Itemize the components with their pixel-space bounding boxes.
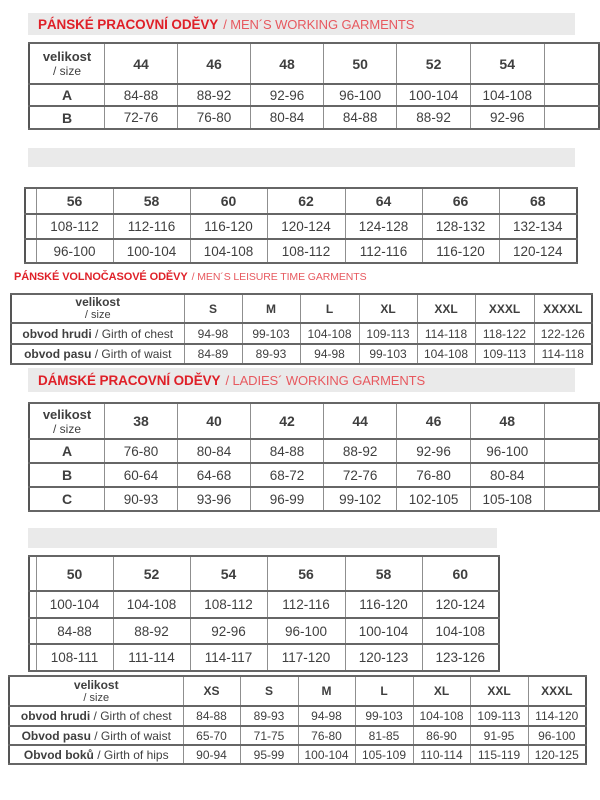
value-cell: 91-95	[470, 726, 528, 745]
size-header-cell: XXXL	[528, 676, 586, 706]
frag-cell	[29, 644, 36, 671]
value-cell: 114-120	[528, 706, 586, 726]
value-cell: 96-100	[267, 618, 345, 644]
value-cell: 124-128	[345, 214, 422, 239]
frag-cell	[29, 591, 36, 618]
value-cell: 80-84	[178, 439, 251, 463]
value-cell: 120-125	[528, 745, 586, 764]
cut-cell	[544, 84, 599, 106]
value-cell: 96-100	[324, 84, 397, 106]
size-header-cell: XXXL	[475, 294, 534, 323]
header-row	[25, 188, 577, 214]
row-label-cell-wide	[11, 344, 184, 364]
value-cell: 94-98	[298, 706, 355, 726]
table-row	[11, 323, 592, 344]
value-cell: 108-112	[36, 214, 113, 239]
row-label-cell: B	[29, 463, 105, 487]
value-cell: 112-116	[267, 591, 345, 618]
table-row	[11, 344, 592, 364]
size-header-cell: XL	[413, 676, 470, 706]
size-header-cell: M	[298, 676, 355, 706]
size-header-cell: 44	[105, 43, 178, 84]
value-cell: 71-75	[240, 726, 298, 745]
value-cell: 120-124	[499, 239, 577, 263]
size-header-cell: 42	[251, 403, 324, 439]
size-header-cell: XS	[183, 676, 240, 706]
value-cell: 110-114	[413, 745, 470, 764]
value-cell: 104-108	[300, 323, 359, 344]
value-cell: 90-93	[105, 487, 178, 511]
value-cell: 76-80	[397, 463, 471, 487]
value-cell: 104-108	[190, 239, 267, 263]
value-cell: 60-64	[105, 463, 178, 487]
rl-rest: / Girth of waist	[91, 347, 172, 361]
size-header-cell: 48	[251, 43, 324, 84]
value-cell: 120-123	[345, 644, 422, 671]
size-header-cell: 62	[267, 188, 345, 214]
size-header-cell: 66	[422, 188, 499, 214]
section-title-czech: DÁMSKÉ PRACOVNÍ ODĚVY	[38, 372, 221, 388]
value-cell: 132-134	[499, 214, 577, 239]
size-header-cell: L	[355, 676, 413, 706]
value-cell: 104-108	[422, 618, 499, 644]
header-label-cell	[29, 403, 105, 439]
value-cell: 92-96	[190, 618, 267, 644]
value-cell: 72-76	[105, 106, 178, 129]
value-cell: 96-100	[36, 239, 113, 263]
value-cell: 100-104	[345, 618, 422, 644]
value-cell: 84-88	[36, 618, 113, 644]
size-header-cell: M	[242, 294, 300, 323]
section-title-english: / LADIES´ WORKING GARMENTS	[225, 372, 426, 388]
table-row	[25, 214, 577, 239]
size-header-cell: 68	[499, 188, 577, 214]
men-leisure-sizes-table	[10, 293, 593, 365]
value-cell: 108-112	[267, 239, 345, 263]
size-header-cell: 50	[324, 43, 397, 84]
value-cell: 81-85	[355, 726, 413, 745]
size-header-cell: 48	[470, 403, 544, 439]
value-cell: 65-70	[183, 726, 240, 745]
section-title-men-working	[28, 17, 414, 32]
value-cell: 112-116	[345, 239, 422, 263]
value-cell: 84-89	[184, 344, 242, 364]
value-cell: 76-80	[178, 106, 251, 129]
size-header-cell: 56	[267, 556, 345, 591]
header-row	[9, 676, 586, 706]
value-cell: 100-104	[113, 239, 190, 263]
table-row	[29, 591, 499, 618]
row-label-cell-wide	[9, 706, 183, 726]
value-cell: 96-100	[470, 439, 544, 463]
size-header-cell: 64	[345, 188, 422, 214]
table-row	[29, 618, 499, 644]
value-cell: 108-111	[36, 644, 113, 671]
value-cell: 99-103	[242, 323, 300, 344]
value-cell: 89-93	[240, 706, 298, 726]
value-cell: 116-120	[345, 591, 422, 618]
value-cell: 104-108	[417, 344, 475, 364]
value-cell: 105-109	[355, 745, 413, 764]
value-cell: 109-113	[475, 344, 534, 364]
value-cell: 95-99	[240, 745, 298, 764]
value-cell: 104-108	[413, 706, 470, 726]
row-label-cell-wide	[9, 745, 183, 764]
table-row	[29, 439, 599, 463]
separator-bar-ladies-working-2	[28, 528, 497, 548]
table-row	[9, 745, 586, 764]
size-header-cell: 58	[345, 556, 422, 591]
header-row	[29, 43, 599, 84]
size-header-cell: 38	[105, 403, 178, 439]
value-cell: 88-92	[113, 618, 190, 644]
value-cell: 84-88	[251, 439, 324, 463]
cut-cell	[544, 106, 599, 129]
table-row	[29, 84, 599, 106]
value-cell: 116-120	[422, 239, 499, 263]
section-bar-ladies-working	[28, 368, 575, 392]
header-row	[29, 403, 599, 439]
hl-bold: velikost	[42, 49, 92, 64]
section-title-czech: PÁNSKÉ VOLNOČASOVÉ ODĚVY	[14, 271, 188, 283]
value-cell: 99-102	[324, 487, 397, 511]
value-cell: 89-93	[242, 344, 300, 364]
size-header-cell: 56	[36, 188, 113, 214]
rl-bold: obvod pasu	[24, 347, 92, 361]
frag-cell	[25, 214, 36, 239]
hl-sub: / size	[84, 309, 111, 321]
value-cell: 114-118	[534, 344, 592, 364]
section-title-ladies-working	[28, 373, 425, 388]
size-header-cell: 50	[36, 556, 113, 591]
section-title-english: / MEN´S WORKING GARMENTS	[223, 16, 415, 32]
rl-rest: / Girth of chest	[90, 709, 172, 723]
section-title-czech: PÁNSKÉ PRACOVNÍ ODĚVY	[38, 16, 219, 32]
size-header-cell: 60	[190, 188, 267, 214]
value-cell: 104-108	[470, 84, 544, 106]
row-label-cell: A	[29, 84, 105, 106]
rl-rest: / Girth of waist	[90, 728, 171, 743]
row-label-cell: A	[29, 439, 105, 463]
separator-bar-men-working-2	[28, 148, 575, 167]
value-cell: 92-96	[251, 84, 324, 106]
row-label-cell-wide	[11, 323, 184, 344]
ladies-measurements-table	[8, 675, 587, 765]
size-header-cell: 58	[113, 188, 190, 214]
value-cell: 68-72	[251, 463, 324, 487]
size-header-cell: S	[184, 294, 242, 323]
header-row	[29, 556, 499, 591]
size-header-cell: XXXXL	[534, 294, 592, 323]
value-cell: 94-98	[300, 344, 359, 364]
value-cell: 120-124	[422, 591, 499, 618]
value-cell: 114-117	[190, 644, 267, 671]
size-header-cell: XL	[359, 294, 417, 323]
value-cell: 109-113	[359, 323, 417, 344]
size-header-cell: 54	[190, 556, 267, 591]
hl-sub: / size	[53, 64, 82, 78]
header-label-cell	[11, 294, 184, 323]
size-header-cell: L	[300, 294, 359, 323]
men-working-sizes-table-2	[24, 187, 578, 264]
cut-cell	[544, 463, 599, 487]
value-cell: 120-124	[267, 214, 345, 239]
value-cell: 100-104	[397, 84, 471, 106]
men-working-sizes-table-1	[28, 42, 600, 130]
frag-cell	[25, 188, 36, 214]
value-cell: 109-113	[470, 706, 528, 726]
size-header-cell: 60	[422, 556, 499, 591]
table-row	[25, 239, 577, 263]
value-cell: 93-96	[178, 487, 251, 511]
table-row	[9, 706, 586, 726]
rl-bold: Obvod pasu	[21, 728, 91, 743]
value-cell: 100-104	[298, 745, 355, 764]
section-bar-men-working	[28, 13, 575, 35]
frag-cell	[29, 618, 36, 644]
value-cell: 105-108	[470, 487, 544, 511]
size-header-cell: 46	[397, 403, 471, 439]
table-row	[29, 644, 499, 671]
header-label-cell	[9, 676, 183, 706]
table-row	[9, 726, 586, 745]
cut-cell	[544, 403, 599, 439]
size-header-cell: S	[240, 676, 298, 706]
value-cell: 94-98	[184, 323, 242, 344]
size-header-cell: 40	[178, 403, 251, 439]
table-row	[29, 106, 599, 129]
value-cell: 80-84	[470, 463, 544, 487]
value-cell: 100-104	[36, 591, 113, 618]
value-cell: 84-88	[324, 106, 397, 129]
rl-bold: obvod hrudi	[22, 326, 92, 341]
value-cell: 92-96	[470, 106, 544, 129]
ladies-working-sizes-table-2	[28, 555, 500, 672]
value-cell: 64-68	[178, 463, 251, 487]
value-cell: 117-120	[267, 644, 345, 671]
hl-bold: velikost	[42, 406, 92, 422]
value-cell: 90-94	[183, 745, 240, 764]
hl-bold: velikost	[73, 677, 119, 692]
value-cell: 116-120	[190, 214, 267, 239]
hl-sub: / size	[53, 421, 82, 436]
size-header-cell: 44	[324, 403, 397, 439]
row-label-cell: B	[29, 106, 105, 129]
cut-cell	[544, 487, 599, 511]
size-header-cell: 54	[470, 43, 544, 84]
hl-sub: / size	[83, 691, 110, 704]
frag-cell	[25, 239, 36, 263]
value-cell: 92-96	[397, 439, 471, 463]
value-cell: 128-132	[422, 214, 499, 239]
size-header-cell: 52	[397, 43, 471, 84]
table-row	[29, 487, 599, 511]
rl-rest: / Girth of chest	[91, 326, 174, 341]
value-cell: 118-122	[475, 323, 534, 344]
value-cell: 84-88	[183, 706, 240, 726]
value-cell: 96-100	[528, 726, 586, 745]
value-cell: 86-90	[413, 726, 470, 745]
value-cell: 88-92	[178, 84, 251, 106]
value-cell: 111-114	[113, 644, 190, 671]
section-title-english: / MEN´S LEISURE TIME GARMENTS	[191, 271, 367, 283]
value-cell: 96-99	[251, 487, 324, 511]
value-cell: 115-119	[470, 745, 528, 764]
value-cell: 122-126	[534, 323, 592, 344]
size-header-cell: 46	[178, 43, 251, 84]
value-cell: 76-80	[105, 439, 178, 463]
value-cell: 102-105	[397, 487, 471, 511]
cut-cell	[544, 439, 599, 463]
row-label-cell: C	[29, 487, 105, 511]
frag-cell	[29, 556, 36, 591]
value-cell: 112-116	[113, 214, 190, 239]
value-cell: 108-112	[190, 591, 267, 618]
value-cell: 99-103	[359, 344, 417, 364]
row-label-cell-wide	[9, 726, 183, 745]
value-cell: 88-92	[397, 106, 471, 129]
ladies-working-sizes-table-1	[28, 402, 600, 512]
value-cell: 88-92	[324, 439, 397, 463]
value-cell: 99-103	[355, 706, 413, 726]
hl-bold: velikost	[75, 295, 121, 309]
header-row	[11, 294, 592, 323]
section-title-men-leisure	[14, 271, 367, 283]
rl-bold: obvod hrudi	[20, 709, 91, 723]
size-header-cell: 52	[113, 556, 190, 591]
value-cell: 76-80	[298, 726, 355, 745]
value-cell: 72-76	[324, 463, 397, 487]
value-cell: 80-84	[251, 106, 324, 129]
value-cell: 114-118	[417, 323, 475, 344]
header-label-cell	[29, 43, 105, 84]
rl-bold: Obvod boků	[23, 747, 94, 762]
size-header-cell: XXL	[470, 676, 528, 706]
table-row	[29, 463, 599, 487]
value-cell: 84-88	[105, 84, 178, 106]
cut-cell	[544, 43, 599, 84]
value-cell: 123-126	[422, 644, 499, 671]
size-header-cell: XXL	[417, 294, 475, 323]
rl-rest: / Girth of hips	[93, 747, 169, 762]
value-cell: 104-108	[113, 591, 190, 618]
